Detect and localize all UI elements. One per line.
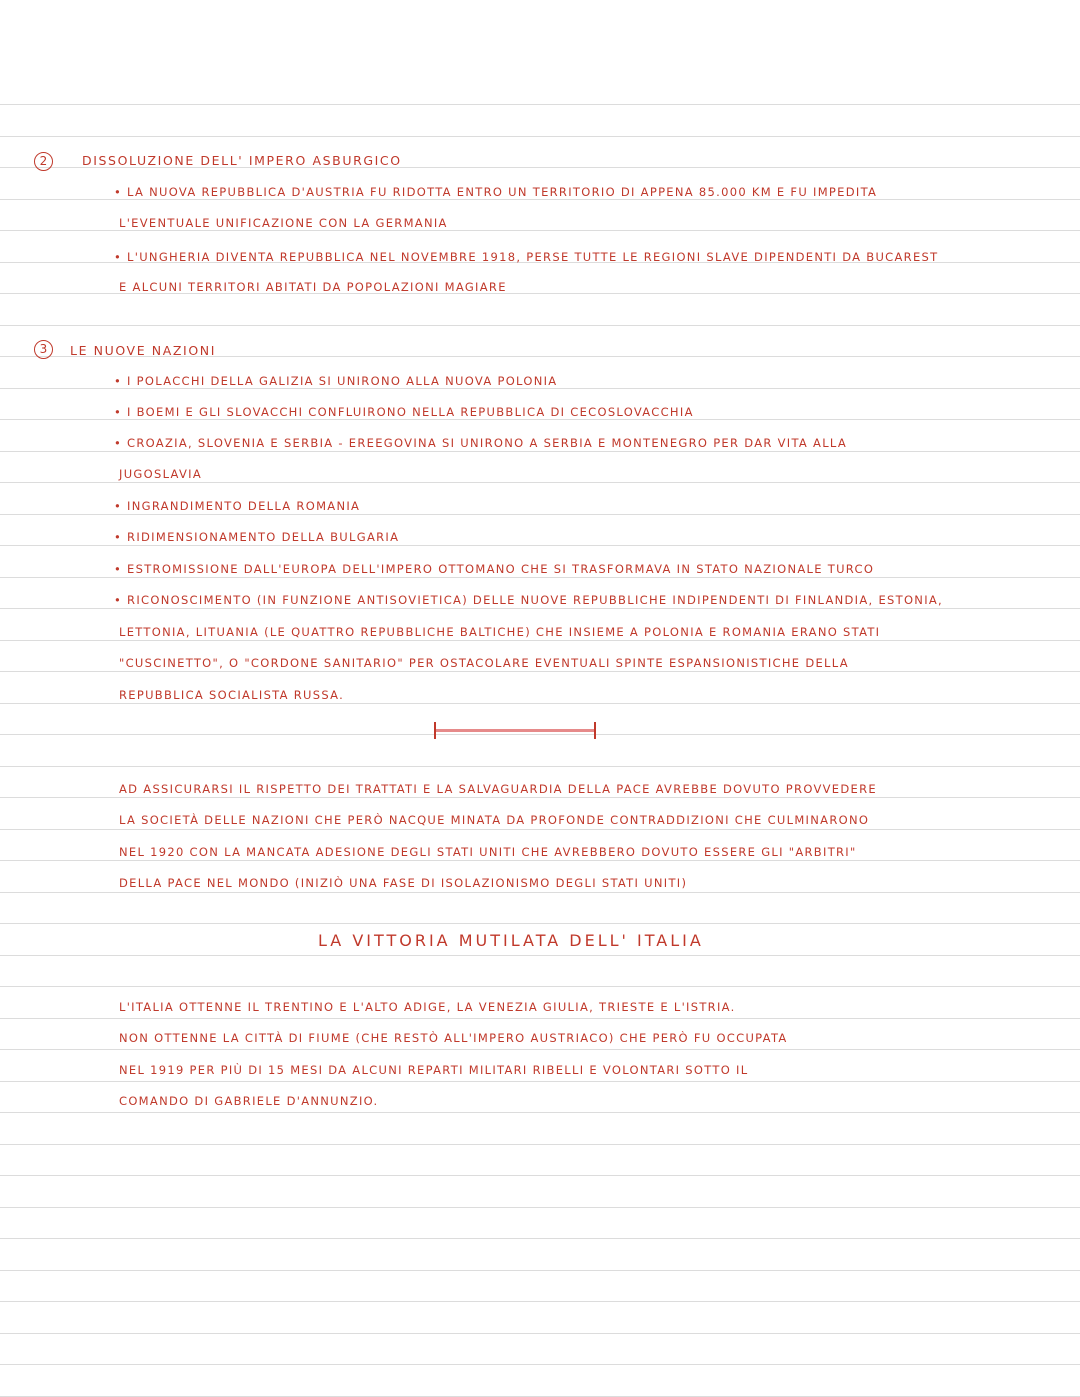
ruled-line	[0, 1301, 1080, 1302]
ruled-line	[0, 1049, 1080, 1050]
ruled-line	[0, 1112, 1080, 1113]
note-line: NEL 1919 PER PIÙ DI 15 MESI DA ALCUNI REPARTI MILITARI RIBELLI E VOLONTARI SOTTO IL	[119, 1063, 749, 1077]
note-line: L'ITALIA OTTENNE IL TRENTINO E L'ALTO ADIGE, LA VENEZIA GIULIA, TRIESTE E L'ISTRIA.	[119, 1000, 736, 1014]
section-3-title: LE NUOVE NAZIONI	[70, 343, 217, 358]
section-number-3: 3	[34, 340, 53, 359]
note-line: LETTONIA, LITUANIA (LE QUATTRO REPUBBLICHE BALTICHE) CHE INSIEME A POLONIA E ROMANIA ERANO STATI	[119, 625, 881, 639]
ruled-line	[0, 671, 1080, 672]
ruled-line	[0, 608, 1080, 609]
ruled-line	[0, 860, 1080, 861]
ruled-line	[0, 986, 1080, 987]
section-2-title: DISSOLUZIONE DELL' IMPERO ASBURGICO	[82, 153, 402, 168]
note-line: • INGRANDIMENTO DELLA ROMANIA	[114, 499, 361, 513]
ruled-line	[0, 1364, 1080, 1365]
note-line: "CUSCINETTO", O "CORDONE SANITARIO" PER OSTACOLARE EVENTUALI SPINTE ESPANSIONISTICHE DELLA	[119, 656, 849, 670]
note-line: • I POLACCHI DELLA GALIZIA SI UNIRONO ALLA NUOVA POLONIA	[114, 374, 558, 388]
ruled-line	[0, 1270, 1080, 1271]
note-line: L'EVENTUALE UNIFICAZIONE CON LA GERMANIA	[119, 216, 448, 230]
note-line: NEL 1920 CON LA MANCATA ADESIONE DEGLI STATI UNITI CHE AVREBBERO DOVUTO ESSERE GLI "ARBITRI"	[119, 845, 857, 859]
note-line: • ESTROMISSIONE DALL'EUROPA DELL'IMPERO OTTOMANO CHE SI TRASFORMAVA IN STATO NAZIONALE TURCO	[114, 562, 875, 576]
ruled-line	[0, 325, 1080, 326]
section-divider	[434, 722, 596, 739]
ruled-line	[0, 1207, 1080, 1208]
ruled-line	[0, 1018, 1080, 1019]
note-line: NON OTTENNE LA CITTÀ DI FIUME (CHE RESTÒ ALL'IMPERO AUSTRIACO) CHE PERÒ FU OCCUPATA	[119, 1031, 788, 1045]
ruled-line	[0, 451, 1080, 452]
section-number-2: 2	[34, 152, 53, 171]
ruled-line	[0, 199, 1080, 200]
ruled-line	[0, 640, 1080, 641]
note-line: • CROAZIA, SLOVENIA E SERBIA - EREEGOVINA SI UNIRONO A SERBIA E MONTENEGRO PER DAR VITA ALLA	[114, 436, 848, 450]
ruled-line	[0, 136, 1080, 137]
ruled-line	[0, 892, 1080, 893]
note-line: DELLA PACE NEL MONDO (INIZIÒ UNA FASE DI ISOLAZIONISMO DEGLI STATI UNITI)	[119, 876, 688, 890]
ruled-line	[0, 1081, 1080, 1082]
note-line: • L'UNGHERIA DIVENTA REPUBBLICA NEL NOVEMBRE 1918, PERSE TUTTE LE REGIONI SLAVE DIPENDENTI DA BUCAREST	[114, 250, 939, 264]
ruled-line	[0, 230, 1080, 231]
note-line: • I BOEMI E GLI SLOVACCHI CONFLUIRONO NELLA REPUBBLICA DI CECOSLOVACCHIA	[114, 405, 694, 419]
ruled-line	[0, 104, 1080, 105]
note-line: COMANDO DI GABRIELE D'ANNUNZIO.	[119, 1094, 379, 1108]
ruled-line	[0, 577, 1080, 578]
note-line: JUGOSLAVIA	[119, 467, 202, 481]
note-line: AD ASSICURARSI IL RISPETTO DEI TRATTATI E LA SALVAGUARDIA DELLA PACE AVREBBE DOVUTO PROVVEDERE	[119, 782, 877, 796]
ruled-line	[0, 797, 1080, 798]
ruled-line	[0, 1238, 1080, 1239]
ruled-line	[0, 419, 1080, 420]
note-line: REPUBBLICA SOCIALISTA RUSSA.	[119, 688, 345, 702]
note-line: • LA NUOVA REPUBBLICA D'AUSTRIA FU RIDOTTA ENTRO UN TERRITORIO DI APPENA 85.000 KM E FU IMPEDITA	[114, 185, 878, 199]
subheading: LA VITTORIA MUTILATA DELL' ITALIA	[318, 931, 704, 950]
ruled-line	[0, 514, 1080, 515]
ruled-line	[0, 388, 1080, 389]
ruled-line	[0, 923, 1080, 924]
ruled-line	[0, 482, 1080, 483]
ruled-line	[0, 955, 1080, 956]
note-line: • RICONOSCIMENTO (IN FUNZIONE ANTISOVIETICA) DELLE NUOVE REPUBBLICHE INDIPENDENTI DI FINLANDIA, ESTONIA,	[114, 593, 944, 607]
note-line: E ALCUNI TERRITORI ABITATI DA POPOLAZIONI MAGIARE	[119, 280, 507, 294]
ruled-line	[0, 545, 1080, 546]
ruled-line	[0, 766, 1080, 767]
ruled-line	[0, 829, 1080, 830]
ruled-line	[0, 1175, 1080, 1176]
note-line: LA SOCIETÀ DELLE NAZIONI CHE PERÒ NACQUE MINATA DA PROFONDE CONTRADDIZIONI CHE CULMINARONO	[119, 813, 870, 827]
ruled-line	[0, 1144, 1080, 1145]
ruled-line	[0, 1333, 1080, 1334]
ruled-line	[0, 703, 1080, 704]
note-line: • RIDIMENSIONAMENTO DELLA BULGARIA	[114, 530, 400, 544]
